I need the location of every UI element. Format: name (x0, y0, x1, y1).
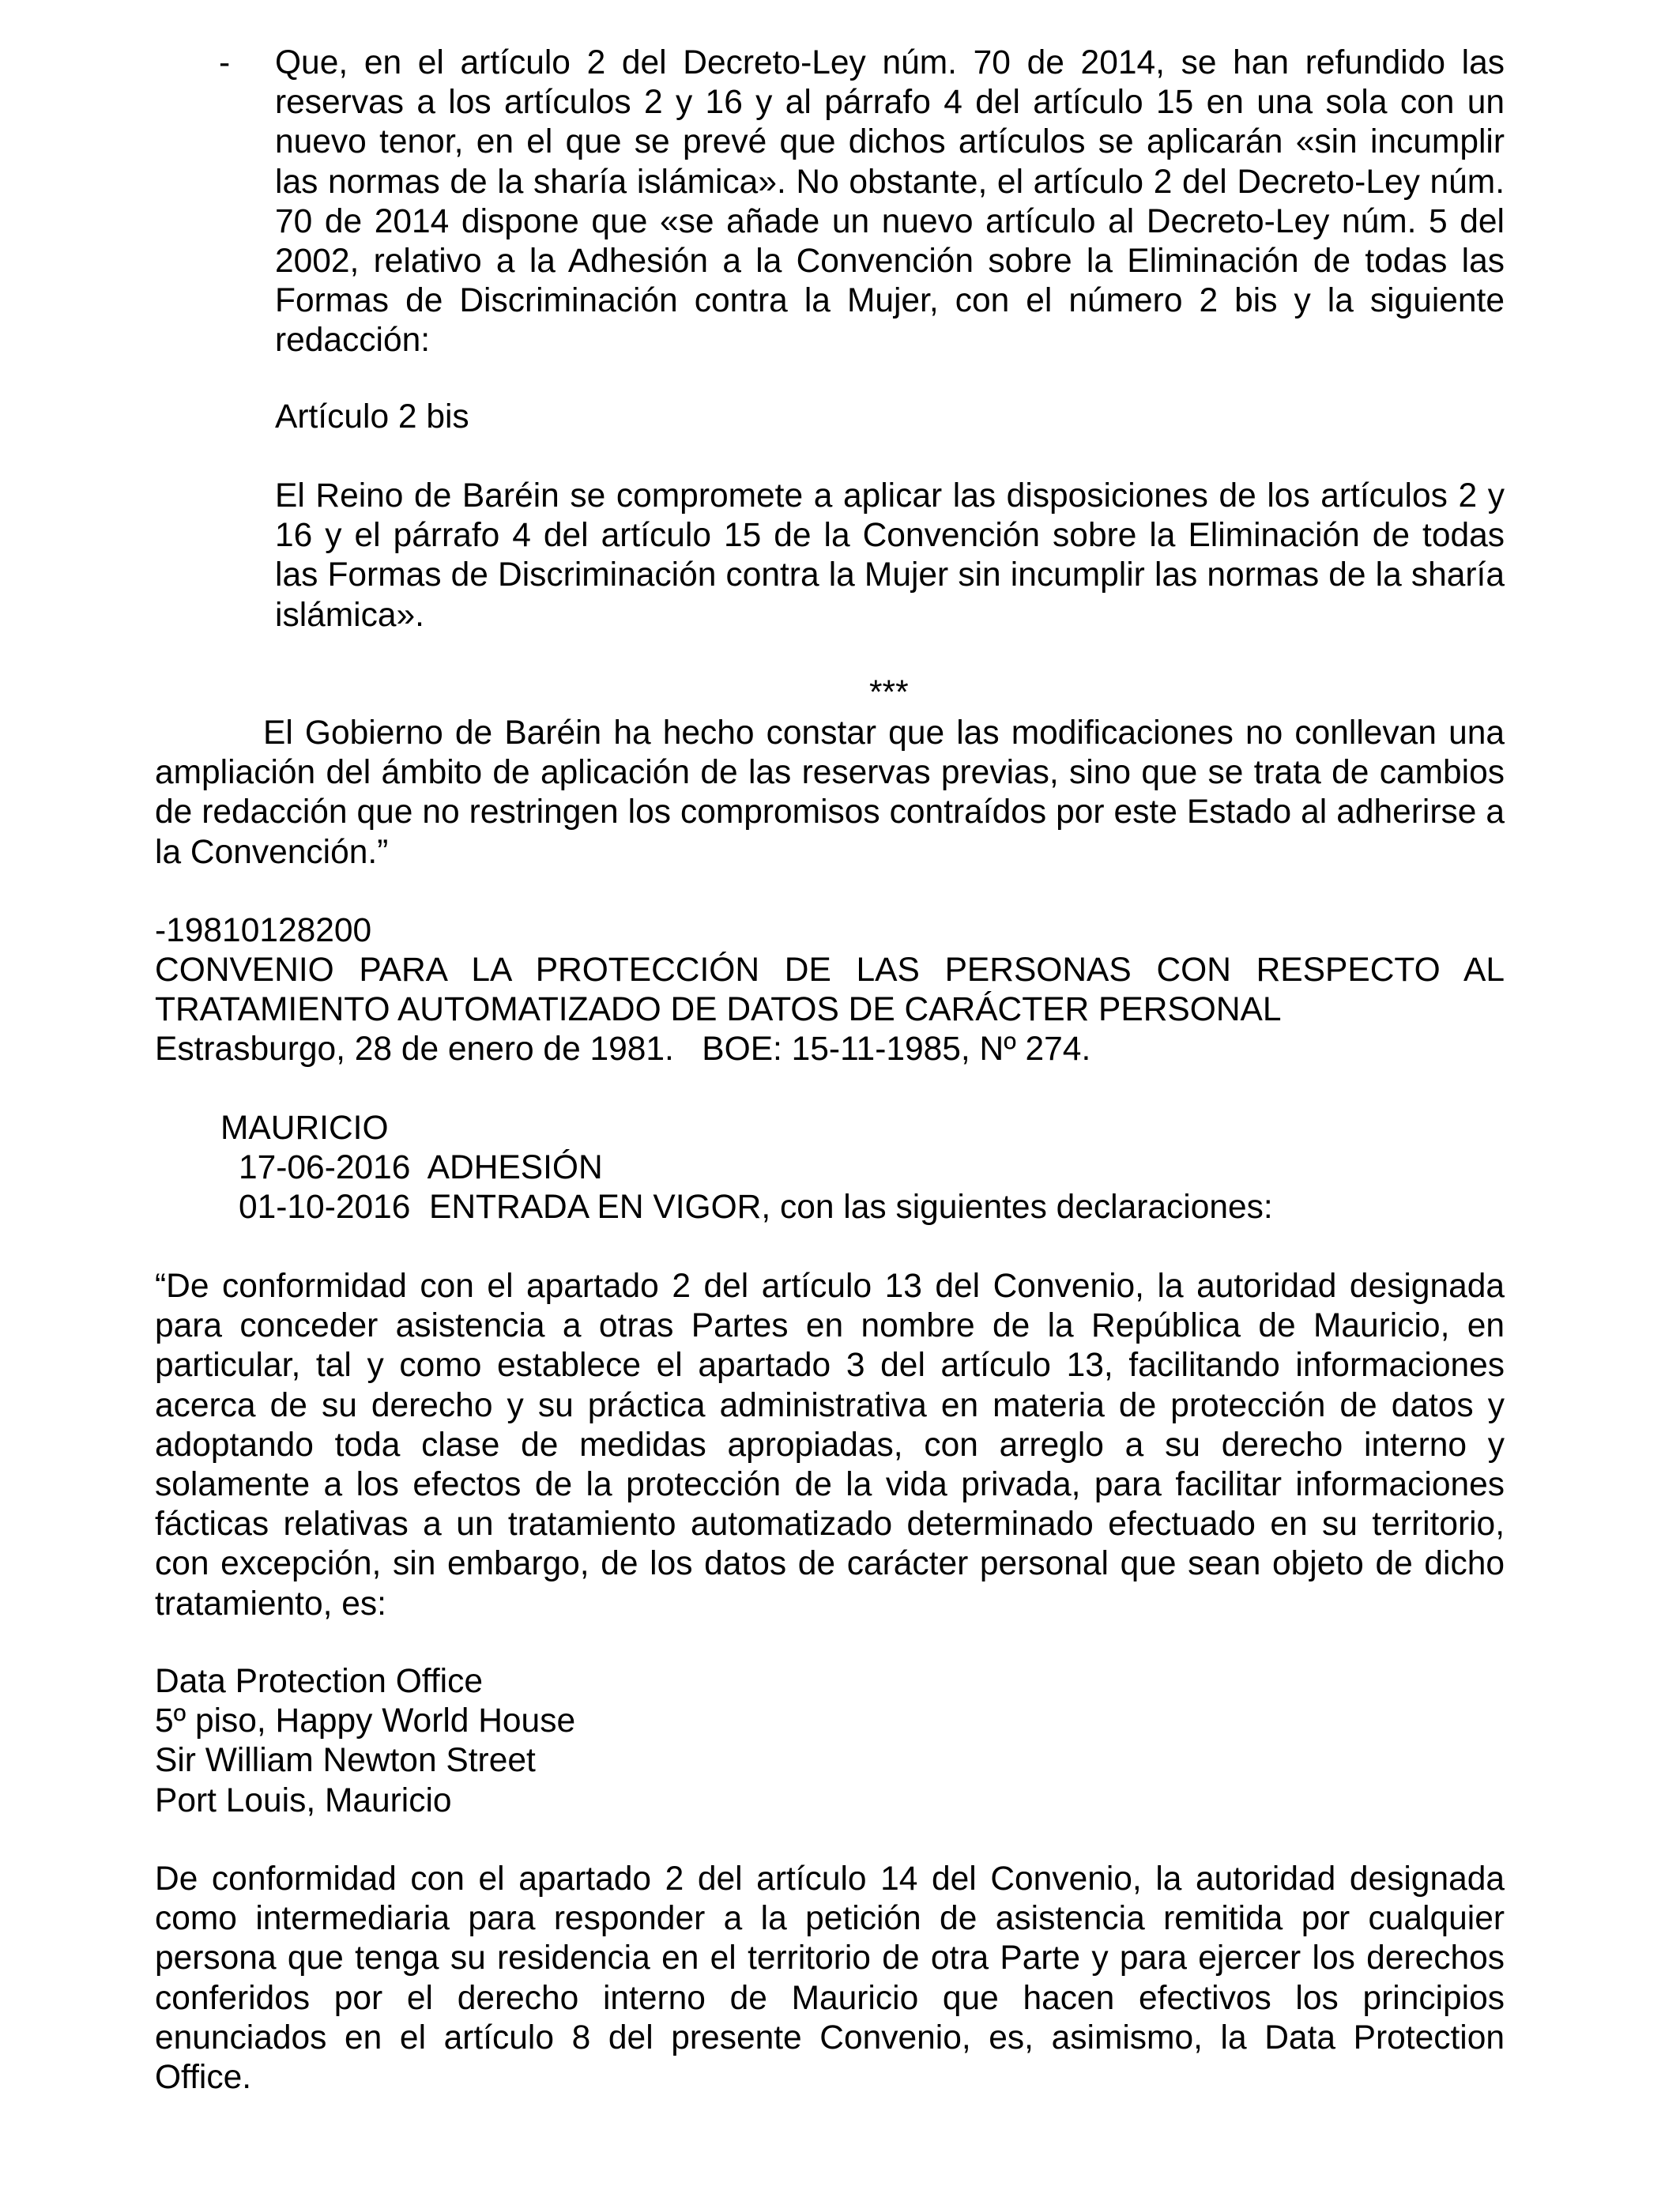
bahrain-closing-paragraph: El Gobierno de Baréin ha hecho constar que las modificaciones no conllevan una ampliación del ámbito de aplicación de las reservas previas, sino que se trata de cambios de redacción que no restringen los compromisos contraídos por este Estado al adherirse a la Convención.” (155, 714, 1505, 871)
list-bullet: - (219, 44, 231, 81)
declaration-article-13: “De conformidad con el apartado 2 del artículo 13 del Convenio, la autoridad designada para conceder asistencia a otras Partes en nombre de la República de Mauricio, en particular, tal y como establece el apartado 3 del artículo 13, facilitando informaciones acerca de su derecho y su práctica administrativa en materia de protección de datos y adoptando toda clase de medidas apropiadas, con arreglo a su derecho interno y solamente a los efectos de la protección de la vida privada, para facilitar informaciones fácticas relativas a un tratamiento automatizado determinado efectuado en su territorio, con excepción, sin embargo, de los datos de carácter personal que sean objeto de dicho tratamiento, es: (155, 1268, 1505, 1623)
convention-title-line-2: TRATAMIENTO AUTOMATIZADO DE DATOS DE CARÁCTER PERSONAL (155, 991, 1282, 1028)
adhesion-date: 17-06-2016 ADHESIÓN (239, 1149, 603, 1186)
convention-place-date: Estrasburgo, 28 de enero de 1981. BOE: 15-11-1985, Nº 274. (155, 1031, 1091, 1068)
address-line: Sir William Newton Street (155, 1742, 536, 1780)
article-text: El Reino de Baréin se compromete a aplicar las disposiciones de los artículos 2 y 16 y el párrafo 4 del artículo 15 de la Convención sobre la Eliminación de todas las Formas de Discriminación contra la Mujer sin incumplir las normas de la sharía islámica». (275, 477, 1505, 634)
entry-into-force: 01-10-2016 ENTRADA EN VIGOR, con las siguientes declaraciones: (239, 1189, 1273, 1226)
declaration-article-14: De conformidad con el apartado 2 del artículo 14 del Convenio, la autoridad designada como intermediaria para responder a la petición de asistencia remitida por cualquier persona que tenga su residencia en el territorio de otra Parte y para ejercer los derechos conferidos por el derecho interno de Mauricio que hacen efectivos los principios enunciados en el artículo 8 del presente Convenio, es, asimismo, la Data Protection Office. (155, 1860, 1505, 2097)
address-line: Data Protection Office (155, 1663, 483, 1700)
section-separator: *** (869, 674, 909, 711)
address-line: Port Louis, Mauricio (155, 1781, 452, 1819)
address-line: 5º piso, Happy World House (155, 1702, 576, 1740)
address-block (155, 1662, 1505, 1821)
article-heading: Artículo 2 bis (275, 398, 469, 435)
convention-title-line-1: CONVENIO PARA LA PROTECCIÓN DE LAS PERSONAS CON RESPECTO AL (155, 952, 1505, 989)
bahrain-reservation-paragraph: Que, en el artículo 2 del Decreto-Ley núm. 70 de 2014, se han refundido las reservas a los artículos 2 y 16 y al párrafo 4 del artículo 15 en una sola con un nuevo tenor, en el que se prevé que dichos artículos se aplicarán «sin incumplir las normas de la sharía islámica». No obstante, el artículo 2 del Decreto-Ley núm. 70 de 2014 dispone que «se añade un nuevo artículo al Decreto-Ley núm. 5 del 2002, relativo a la Adhesión a la Convención sobre la Eliminación de todas las Formas de Discriminación contra la Mujer, con el número 2 bis y la siguiente redacción: (275, 44, 1505, 360)
convention-code: -19810128200 (155, 912, 372, 949)
country-heading: MAURICIO (220, 1110, 389, 1147)
